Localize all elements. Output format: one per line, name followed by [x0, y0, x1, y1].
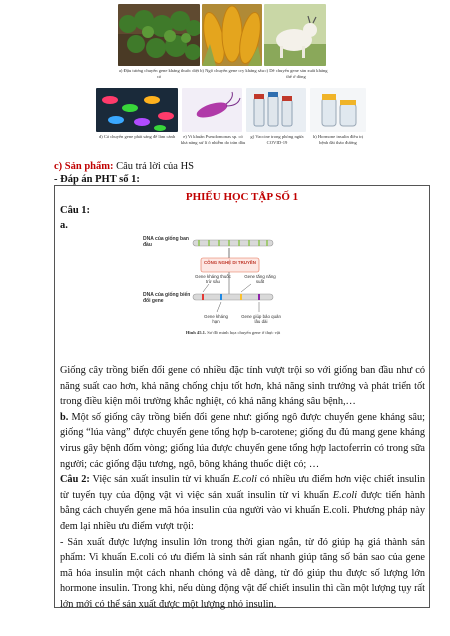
- caption-c: c) Dê chuyển gene sản xuất kháng thể ở dòng: [264, 68, 328, 79]
- fish-photo: [96, 88, 178, 132]
- gene1-label: Gene kháng thuốc trừ sâu: [195, 274, 231, 284]
- soybean-photo: [118, 4, 200, 66]
- caption-a: a) Đậu tương chuyển gene kháng thuốc diệt cỏ: [118, 68, 200, 79]
- caption-d: d) Cá chuyển gene phát sáng để làm cảnh: [98, 134, 176, 139]
- q1-label: Câu 1:: [60, 205, 91, 216]
- corn-photo: [202, 4, 262, 66]
- answer-heading: - Đáp án PHT số 1:: [54, 174, 140, 185]
- goat-photo: [264, 4, 326, 66]
- caption-g: g) Vaccine trong phòng ngừa COVID-19: [250, 134, 304, 145]
- worksheet-body: [60, 363, 425, 613]
- q2-point: - Sản xuất được lượng insulin lớn trong thời gian ngắn, từ đó giúp hạ giá thành sản phẩm: Vi khuẩn E.coli có ưu điểm là sinh sản rất nhanh giúp tăng số bản sao của gene mã hóa insulin một cách nhanh chóng và dễ dàng, từ đó giúp thu được số lượng lớn hormone insulin. Trong khi, nếu dùng động vật để chiết insulin thì cần một lượng tụy rất lớn mới có thể sản xuất được một lượng nhỏ insulin.: [60, 536, 425, 610]
- product-value: Câu trả lời của HS: [113, 161, 195, 172]
- dna-original-strand: [193, 240, 273, 246]
- vaccine-photo: [246, 88, 306, 132]
- bacteria-photo: [182, 88, 242, 132]
- caption-h: h) Hormone insulin điều trị bệnh đái tháo đường: [312, 134, 364, 145]
- worksheet-title: PHIẾU HỌC TẬP SỐ 1: [185, 191, 299, 203]
- gene-transfer-diagram: [143, 234, 323, 354]
- product-label: c) Sản phẩm:: [54, 161, 114, 172]
- caption-b: b) Ngô chuyển gene cry kháng sâu: [200, 68, 264, 73]
- worksheet-box: [54, 185, 430, 608]
- dna-original-label: DNA của giống ban đầu: [143, 236, 189, 248]
- q1a-label: a.: [60, 220, 68, 231]
- gene4-label: Gene giúp bảo quản lâu dài: [241, 314, 281, 324]
- gene3-label: Gene kháng hạn: [204, 314, 228, 324]
- para-b: b. Một số giống cây trồng biến đổi gene như: giống ngô được chuyển gene kháng sâu; giống “lúa vàng” được chuyển gene tổng hợp b-carotene; giống đu đủ mang gene kháng virus gây bệnh đốm vòng; giống lúa được chuyển gene tổng hợp lactoferrin có trong sữa người; các giống đậu tương, ngô, bông kháng thuốc diệt cỏ; …: [60, 411, 425, 470]
- product-line: [54, 160, 194, 173]
- tech-label: CÔNG NGHỆ DI TRUYỀN: [204, 260, 256, 265]
- para-a: Giống cây trồng biến đổi gene có nhiều đặc tính vượt trội so với giống ban đầu như có năng suất cao hơn, khả năng chống chịu tốt hơn, khả năng sinh trưởng và phát triển tốt trong điều kiện môi trường khắc nghiệt, có khả năng kháng sâu bệnh,…: [60, 365, 425, 408]
- q2-paragraph: Câu 2: Việc sản xuất insulin từ vi khuẩn E.coli có nhiều ưu điểm hơn việc chiết insulin từ tuyến tụy của động vật vì việc sản xuất insulin từ vi khuẩn E.coli được tiến hành bằng cách chuyển gene mã hóa insulin của người vào vi khuẩn E.coli. Phương pháp này đem lại nhiều ưu điểm vượt trội:: [60, 474, 425, 532]
- caption-e: e) Vi khuẩn Pseudomonas sp. có khả năng xử lí ô nhiễm do tràn dầu: [180, 134, 246, 145]
- dna-modified-label: DNA của giống biến đổi gene: [143, 292, 191, 304]
- diagram-caption: Hình 45.1. Sơ đồ minh họa chuyển gene ở thực vật: [185, 330, 281, 335]
- insulin-photo: [310, 88, 366, 132]
- gene2-label: Gene tăng năng suất: [244, 274, 276, 284]
